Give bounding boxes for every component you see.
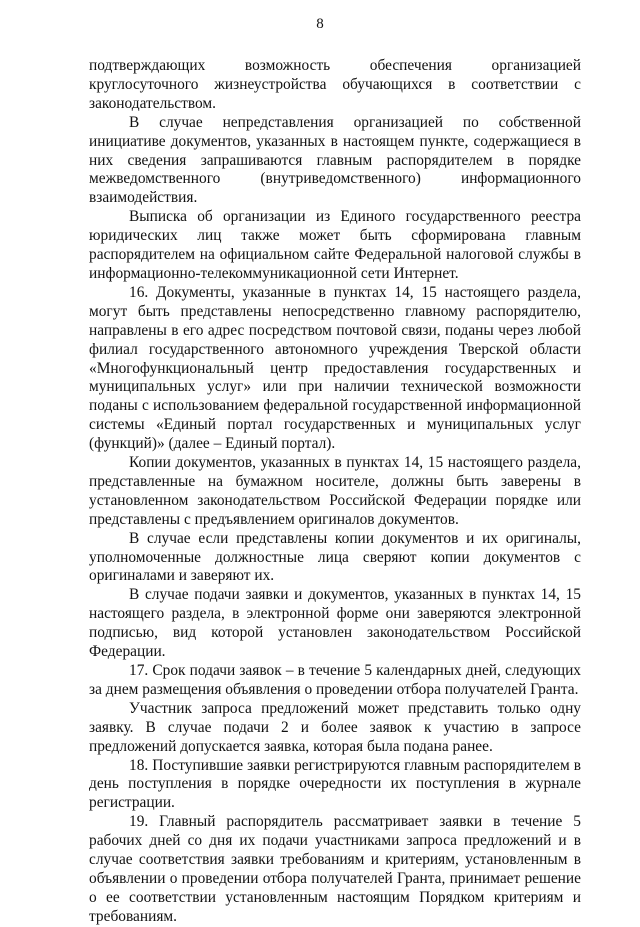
paragraph-18: 18. Поступившие заявки регистрируются главным распорядителем в день поступления в порядке очередности их поступления в журнале регистрации. <box>89 756 581 812</box>
page-number: 8 <box>316 16 324 32</box>
paragraph-copies: Копии документов, указанных в пунктах 14, 15 настоящего раздела, представленные на бумажном носителе, должны быть заверены в установленном законодательством Российской Федерации порядке или представлены с предъявлением оригиналов документов. <box>89 454 581 528</box>
paragraph-registry-extract: Выписка об организации из Единого государственного реестра юридических лиц также может быть сформирована главным распорядителем на официальном сайте Федеральной налоговой службы в информационно-телекоммуникационной сети Интернет. <box>89 208 581 282</box>
paragraph-originals: В случае если представлены копии документов и их оригиналы, уполномоченные должностные лица сверяют копии документов с оригиналами и заверяют их. <box>89 529 581 585</box>
paragraph-electronic: В случае подачи заявки и документов, указанных в пунктах 14, 15 настоящего раздела, в электронной форме они заверяются электронной подписью, вид которой установлен законодательством Российской Федерации. <box>89 586 581 661</box>
paragraph-17: 17. Срок подачи заявок – в течение 5 календарных дней, следующих за днем размещения объявления о проведении отбора получателей Гранта. <box>89 662 581 698</box>
paragraph-continuation: подтверждающих возможность обеспечения организацией круглосуточного жизнеустройства обучающихся в соответствии с законодательством. <box>89 57 581 112</box>
paragraph-single-application: Участник запроса предложений может представить только одну заявку. В случае подачи 2 и более заявок к участию в запросе предложений допускается заявка, которая была подана ранее. <box>89 699 581 755</box>
paragraph-nonsubmission: В случае непредставления организацией по собственной инициативе документов, указанных в настоящем пункте, содержащиеся в них сведения запрашиваются главным распорядителем в порядке межведомственного (внутриведомственного) информационного взаимодействия. <box>89 113 581 207</box>
paragraph-16: 16. Документы, указанные в пунктах 14, 15 настоящего раздела, могут быть представлены непосредственно главному распорядителю, направлены в его адрес посредством почтовой связи, поданы через любой филиал государственного автономного учреждения Тверской области «Многофункциональный центр предоставления государственных и муниципальных услуг» или при наличии технической возможности поданы с использованием федеральной государственной информационной системы «Единый портал государственных и муниципальных услуг (функций)» (далее – Единый портал). <box>89 283 581 453</box>
paragraph-19: 19. Главный распорядитель рассматривает заявки в течение 5 рабочих дней со дня их подачи участниками запроса предложений и в случае соответствия заявки требованиям и критериям, установленным в объявлении о проведении отбора получателей Гранта, принимает решение о ее соответствии установленным настоящим Порядком критериям и требованиям. <box>89 813 581 925</box>
document-body <box>89 57 581 927</box>
